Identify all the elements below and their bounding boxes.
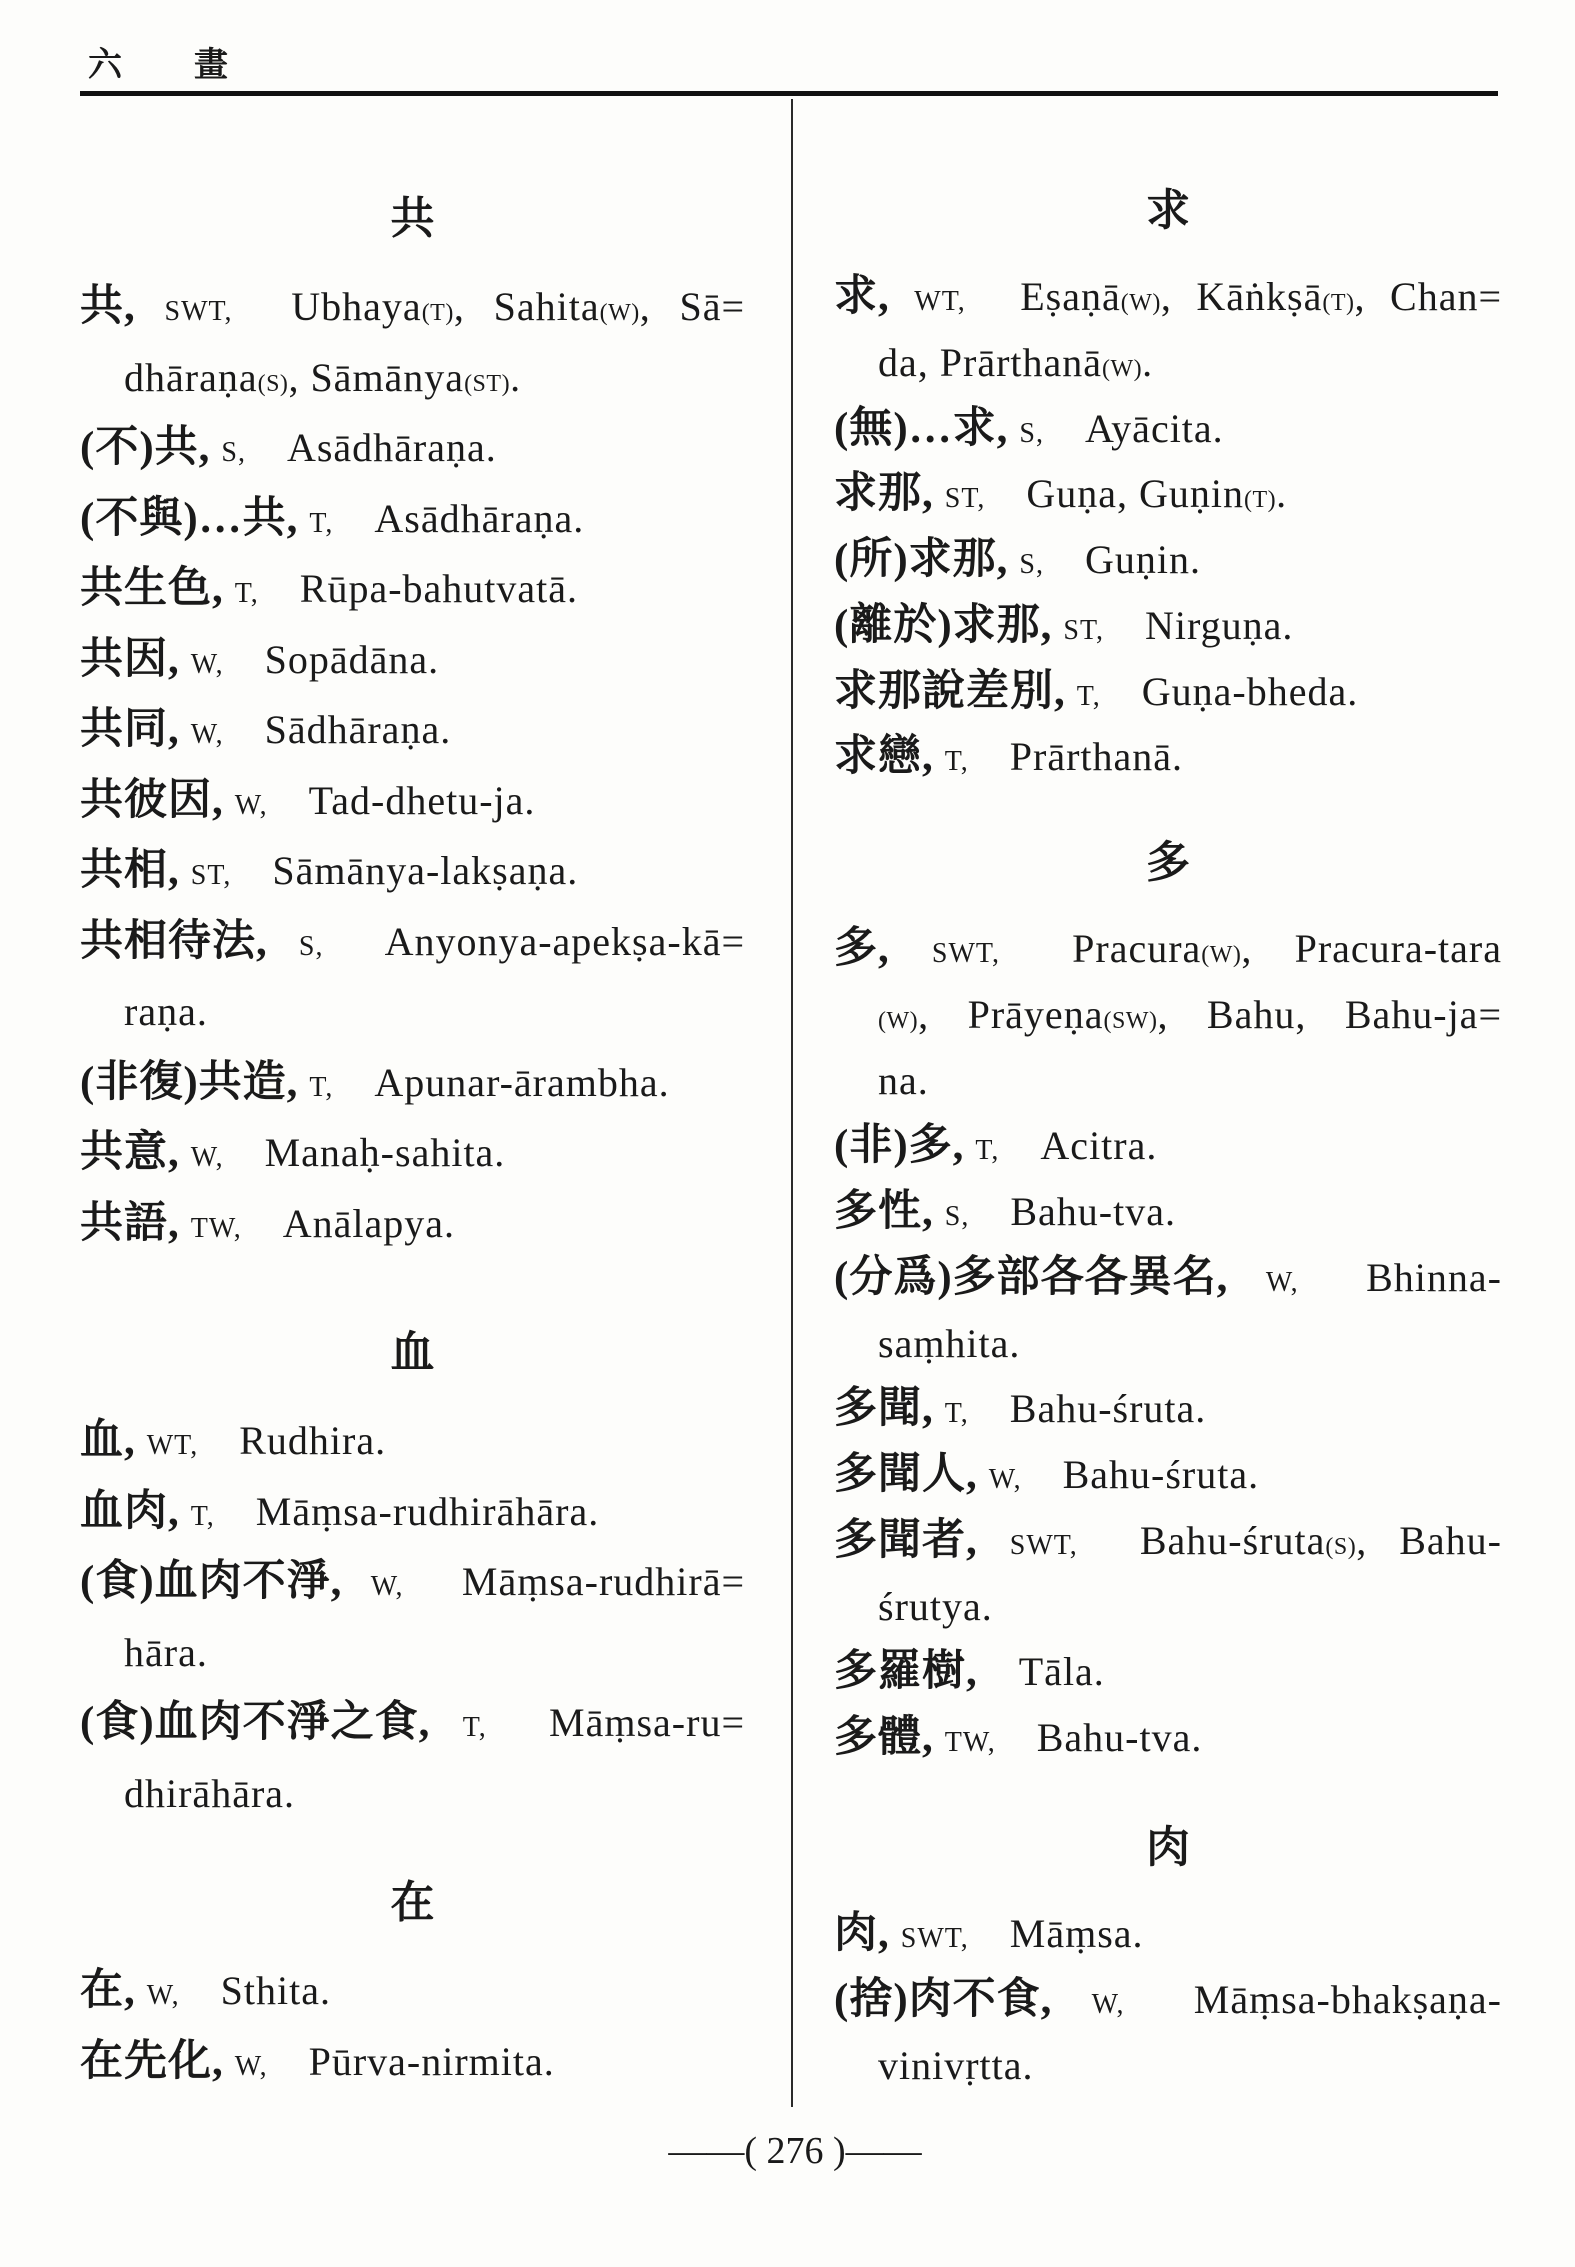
sanskrit-gloss bbox=[309, 2039, 555, 2084]
dictionary-entry bbox=[834, 1508, 1502, 1640]
sanskrit-gloss bbox=[124, 989, 208, 1034]
entry-line bbox=[80, 1189, 745, 1260]
entry-line bbox=[80, 1406, 745, 1477]
entry-headword: 求那, bbox=[834, 470, 934, 518]
sanskrit-gloss bbox=[265, 1130, 506, 1175]
gloss-text: hāra. bbox=[124, 1629, 208, 1675]
sanskrit-gloss bbox=[1010, 1386, 1207, 1431]
entry-list bbox=[80, 272, 745, 1259]
sanskrit-gloss bbox=[1085, 537, 1201, 582]
entry-headword: 共生色, bbox=[80, 565, 224, 612]
sanskrit-gloss bbox=[374, 1060, 669, 1105]
section-heading: 求 bbox=[1146, 186, 1190, 235]
gloss-text: , Sahita bbox=[453, 284, 600, 329]
entry-line bbox=[834, 1639, 1502, 1705]
dictionary-entry bbox=[80, 1688, 745, 1829]
entry-line bbox=[80, 836, 745, 907]
dictionary-entry bbox=[80, 1118, 745, 1189]
sanskrit-gloss bbox=[221, 1968, 331, 2013]
entry-headword: 共彼因, bbox=[80, 776, 224, 824]
entry-headword: 血, bbox=[80, 1417, 136, 1464]
entry-line bbox=[834, 1508, 1502, 1574]
gloss-text: Māṃsa-rudhirā= bbox=[461, 1559, 746, 1604]
dictionary-entry bbox=[834, 1376, 1502, 1442]
source-code: T, bbox=[190, 1500, 215, 1532]
source-note: (S) bbox=[257, 370, 289, 397]
source-note: (W) bbox=[599, 300, 640, 326]
sanskrit-gloss bbox=[1019, 1649, 1105, 1694]
gloss-text: Sāmānya-lakṣaṇa. bbox=[272, 848, 579, 893]
sanskrit-gloss bbox=[265, 637, 440, 682]
entry-headword: 共語, bbox=[80, 1199, 180, 1247]
gloss-text: Guṇa-bheda. bbox=[1141, 668, 1359, 714]
gloss-text: Prārthanā. bbox=[1009, 734, 1184, 780]
gloss-text: da, Prārthanā bbox=[878, 339, 1103, 385]
dictionary-entry bbox=[80, 766, 745, 837]
entry-line bbox=[80, 1759, 745, 1830]
source-code: WT, bbox=[146, 1430, 199, 1461]
entry-line bbox=[80, 484, 745, 555]
gloss-text: Tāla. bbox=[1018, 1649, 1105, 1695]
source-code: SWT, bbox=[164, 296, 233, 327]
sanskrit-gloss bbox=[256, 1489, 599, 1534]
entry-line bbox=[80, 1688, 745, 1759]
dictionary-section bbox=[80, 189, 745, 1259]
sanskrit-gloss bbox=[1010, 734, 1183, 779]
running-head-title: 六 畫 bbox=[88, 47, 247, 84]
entry-line bbox=[80, 413, 745, 484]
entry-headword: (非)多, bbox=[834, 1122, 965, 1170]
dictionary-entry bbox=[80, 554, 745, 625]
entry-line bbox=[834, 1967, 1502, 2033]
entry-line bbox=[834, 396, 1502, 462]
source-code: T, bbox=[975, 1135, 1000, 1167]
dictionary-entry bbox=[80, 1477, 745, 1548]
dictionary-section bbox=[834, 181, 1502, 790]
source-note: (W) bbox=[1102, 355, 1143, 382]
entry-line bbox=[834, 2033, 1502, 2099]
entry-headword: 共同, bbox=[80, 706, 180, 753]
dictionary-entry bbox=[834, 264, 1502, 396]
gloss-text: Acitra. bbox=[1040, 1123, 1158, 1169]
sanskrit-gloss bbox=[1140, 1518, 1502, 1563]
gloss-text: Rudhira. bbox=[239, 1418, 387, 1463]
source-code: SWT, bbox=[900, 1923, 969, 1954]
dictionary-entry bbox=[834, 1705, 1502, 1771]
entry-list bbox=[80, 1956, 745, 2097]
source-code: T, bbox=[309, 507, 334, 539]
sanskrit-gloss bbox=[878, 1584, 993, 1629]
gloss-text: Bhinna- bbox=[1366, 1254, 1502, 1300]
dictionary-entry bbox=[80, 695, 745, 766]
source-code: T, bbox=[944, 1398, 969, 1430]
entry-headword: 在先化, bbox=[80, 2037, 224, 2085]
source-code: T, bbox=[1076, 680, 1101, 712]
dictionary-entry bbox=[834, 1639, 1502, 1705]
section-heading: 在 bbox=[390, 1878, 435, 1927]
source-code: S, bbox=[944, 1201, 970, 1232]
section-heading: 肉 bbox=[1146, 1823, 1190, 1872]
entry-headword: 血肉, bbox=[80, 1487, 180, 1535]
source-code: W, bbox=[1265, 1266, 1299, 1298]
dictionary-entry bbox=[80, 413, 745, 484]
entry-line bbox=[80, 1618, 745, 1689]
source-code: S, bbox=[298, 930, 324, 962]
entry-headword: (分爲)多部各各異名, bbox=[834, 1253, 1229, 1301]
sanskrit-gloss bbox=[1085, 406, 1224, 451]
sanskrit-gloss bbox=[1020, 274, 1502, 319]
gloss-text: saṃhita. bbox=[878, 1320, 1021, 1366]
dictionary-entry bbox=[834, 1442, 1502, 1508]
gloss-text: Bahu-tva. bbox=[1010, 1189, 1176, 1234]
gloss-text: , Sā= bbox=[639, 284, 746, 329]
gloss-text: Ubhaya bbox=[291, 284, 422, 329]
source-note: (W) bbox=[1201, 942, 1242, 968]
sanskrit-gloss bbox=[1010, 1911, 1144, 1956]
entry-line bbox=[80, 2027, 745, 2098]
gloss-text: . bbox=[1142, 339, 1154, 385]
entry-line bbox=[834, 1179, 1502, 1245]
entry-line bbox=[80, 1477, 745, 1548]
gloss-text: Pūrva-nirmita. bbox=[308, 2038, 555, 2084]
entry-headword: (食)血肉不淨, bbox=[80, 1558, 343, 1605]
gloss-text: , Bahu, Bahu-ja= bbox=[1157, 991, 1502, 1037]
gloss-text: Eṣaṇā bbox=[1020, 274, 1121, 319]
entry-headword: 共相待法, bbox=[80, 917, 268, 965]
source-code: W, bbox=[1091, 1988, 1125, 2020]
sanskrit-gloss bbox=[300, 566, 578, 611]
entry-headword: (不)共, bbox=[80, 424, 211, 471]
entry-line bbox=[80, 343, 745, 414]
sanskrit-gloss bbox=[239, 1418, 386, 1463]
sanskrit-gloss bbox=[1072, 926, 1502, 971]
gloss-text: Bahu-tva. bbox=[1036, 1715, 1203, 1760]
gloss-text: śrutya. bbox=[878, 1583, 993, 1629]
sanskrit-gloss bbox=[272, 848, 578, 893]
section-heading: 共 bbox=[390, 194, 435, 243]
entry-headword: (離於)求那, bbox=[834, 601, 1053, 649]
entry-list bbox=[80, 1406, 745, 1829]
sanskrit-gloss bbox=[878, 340, 1153, 385]
dictionary-entry bbox=[834, 396, 1502, 462]
sanskrit-gloss bbox=[291, 284, 745, 329]
entry-line bbox=[834, 1311, 1502, 1377]
gloss-text: Bahu-śruta. bbox=[1062, 1452, 1260, 1497]
sanskrit-gloss bbox=[1063, 1452, 1260, 1497]
source-note: (W) bbox=[878, 1007, 919, 1034]
source-code: W, bbox=[190, 719, 224, 750]
page-number: ——( 276 )—— bbox=[668, 2130, 922, 2172]
dictionary-section bbox=[80, 1873, 745, 2097]
entry-line bbox=[80, 1118, 745, 1189]
gloss-text: . bbox=[510, 354, 522, 400]
source-code: W, bbox=[190, 1142, 224, 1173]
sanskrit-gloss bbox=[283, 1201, 455, 1246]
gloss-text: Sopādāna. bbox=[264, 636, 440, 682]
gloss-text: , Bahu- bbox=[1356, 1517, 1502, 1563]
source-code: SWT, bbox=[1009, 1529, 1078, 1561]
entry-line bbox=[834, 659, 1502, 725]
entry-line bbox=[80, 1956, 745, 2027]
gloss-text: , Sāmānya bbox=[288, 354, 465, 400]
entry-line bbox=[834, 982, 1502, 1048]
gloss-text: , Chan= bbox=[1354, 274, 1503, 319]
gloss-text: Sādhāraṇa. bbox=[264, 707, 452, 752]
entry-headword: (非復)共造, bbox=[80, 1058, 299, 1106]
sanskrit-gloss bbox=[287, 425, 497, 470]
gloss-text: Guṇin. bbox=[1084, 537, 1201, 582]
source-note: (T) bbox=[421, 300, 454, 326]
entry-line bbox=[834, 1901, 1502, 1967]
entry-line bbox=[834, 916, 1502, 982]
dictionary-entry bbox=[80, 1189, 745, 1260]
source-code: W, bbox=[234, 789, 268, 821]
entry-line bbox=[834, 1376, 1502, 1442]
dictionary-entry bbox=[80, 625, 745, 696]
gloss-text: Guṇa, Guṇin bbox=[1026, 471, 1244, 517]
entry-headword: 共相, bbox=[80, 847, 180, 894]
entry-line bbox=[80, 1048, 745, 1119]
dictionary-entry bbox=[80, 1406, 745, 1477]
entry-line bbox=[80, 695, 745, 766]
sanskrit-gloss bbox=[1145, 603, 1293, 648]
gloss-text: Anālapya. bbox=[282, 1200, 455, 1246]
dictionary-entry bbox=[80, 272, 745, 413]
gloss-text: dhāraṇa bbox=[124, 354, 258, 400]
gloss-text: dhirāhāra. bbox=[124, 1770, 296, 1816]
entry-headword: 共, bbox=[80, 283, 136, 330]
source-note: (W) bbox=[1120, 290, 1161, 316]
source-note: (SW) bbox=[1103, 1007, 1158, 1034]
entry-headword: (無)…求, bbox=[834, 404, 1009, 452]
dictionary-section bbox=[80, 1323, 745, 1829]
entry-headword: 肉, bbox=[834, 1910, 890, 1957]
sanskrit-gloss bbox=[1366, 1255, 1502, 1300]
sanskrit-gloss bbox=[1194, 1977, 1502, 2022]
source-note: (T) bbox=[1322, 290, 1355, 316]
gloss-text: Māṃsa. bbox=[1009, 1911, 1144, 1956]
entry-headword: 共意, bbox=[80, 1129, 180, 1176]
sanskrit-gloss bbox=[124, 1771, 295, 1816]
entry-headword: 求, bbox=[834, 273, 890, 320]
gloss-text: , Pracura-tara bbox=[1241, 926, 1502, 971]
entry-headword: 多聞, bbox=[834, 1385, 934, 1433]
dictionary-entry bbox=[834, 1967, 1502, 2099]
sanskrit-gloss bbox=[309, 778, 536, 823]
gloss-text: Asādhāraṇa. bbox=[374, 495, 585, 541]
gloss-text: Manaḥ-sahita. bbox=[264, 1130, 506, 1175]
source-code: W, bbox=[370, 1571, 404, 1602]
dictionary-entry bbox=[834, 1113, 1502, 1179]
entry-headword: 多羅樹, bbox=[834, 1648, 978, 1696]
dictionary-entry bbox=[834, 1245, 1502, 1377]
source-code: W, bbox=[988, 1464, 1022, 1495]
source-code: ST, bbox=[1063, 614, 1104, 646]
left-column bbox=[80, 0, 745, 2267]
sanskrit-gloss bbox=[549, 1700, 745, 1745]
entry-line bbox=[80, 625, 745, 696]
entry-line bbox=[80, 272, 745, 343]
entry-headword: (食)血肉不淨之食, bbox=[80, 1699, 431, 1746]
right-column bbox=[834, 0, 1502, 2267]
entry-headword: 多聞人, bbox=[834, 1451, 978, 1498]
gloss-text: na. bbox=[878, 1057, 929, 1103]
entry-headword: (不與)…共, bbox=[80, 494, 299, 542]
source-code: ST, bbox=[190, 860, 232, 891]
source-code: W, bbox=[190, 648, 224, 680]
entry-list bbox=[834, 1901, 1502, 2098]
source-code: TW, bbox=[190, 1212, 242, 1244]
gloss-text: Bahu-śruta. bbox=[1009, 1386, 1207, 1432]
entry-headword: (所)求那, bbox=[834, 536, 1009, 583]
source-code: W, bbox=[146, 1980, 180, 2011]
gloss-text: , Kāṅkṣā bbox=[1160, 274, 1323, 319]
sanskrit-gloss bbox=[124, 355, 521, 400]
sanskrit-gloss bbox=[124, 1630, 208, 1675]
gloss-text: Māṃsa-ru= bbox=[549, 1700, 745, 1745]
sanskrit-gloss bbox=[385, 919, 745, 964]
sanskrit-gloss bbox=[462, 1559, 745, 1604]
gloss-text: Māṃsa-bhakṣaṇa- bbox=[1193, 1976, 1503, 2022]
dictionary-entry bbox=[834, 916, 1502, 1113]
column-divider bbox=[791, 99, 793, 2107]
entry-headword: 在, bbox=[80, 1967, 136, 2014]
entry-line bbox=[834, 1245, 1502, 1311]
section-heading: 多 bbox=[1146, 838, 1190, 887]
entry-line bbox=[834, 1442, 1502, 1508]
source-code: S, bbox=[221, 437, 246, 468]
sanskrit-gloss bbox=[878, 992, 1502, 1037]
entry-line bbox=[834, 1705, 1502, 1771]
entry-headword: 多性, bbox=[834, 1188, 934, 1235]
gloss-text: Sthita. bbox=[220, 1968, 331, 2013]
source-code: W, bbox=[234, 2050, 268, 2082]
dictionary-entry bbox=[80, 836, 745, 907]
gloss-text: . bbox=[1276, 471, 1288, 517]
entry-headword: 多體, bbox=[834, 1714, 934, 1761]
entry-headword: 求那說差別, bbox=[834, 667, 1066, 715]
gloss-text: vinivṛtta. bbox=[878, 2042, 1034, 2088]
source-code: T, bbox=[462, 1712, 487, 1743]
entry-line bbox=[834, 724, 1502, 790]
dictionary-entry bbox=[80, 1547, 745, 1688]
source-code: T, bbox=[944, 746, 969, 778]
dictionary-section bbox=[834, 833, 1502, 1771]
entry-headword: 共因, bbox=[80, 635, 180, 683]
gloss-text: Ayācita. bbox=[1084, 405, 1224, 451]
entry-headword: 多, bbox=[834, 925, 890, 972]
source-code: TW, bbox=[944, 1727, 996, 1758]
sanskrit-gloss bbox=[878, 1321, 1020, 1366]
source-code: S, bbox=[1019, 549, 1044, 580]
sanskrit-gloss bbox=[878, 2043, 1034, 2088]
gloss-text: Anyonya-apekṣa-kā= bbox=[384, 918, 745, 964]
gloss-text: Tad-dhetu-ja. bbox=[308, 777, 536, 823]
entry-line bbox=[80, 766, 745, 837]
source-note: (S) bbox=[1325, 1533, 1357, 1560]
entry-list bbox=[834, 264, 1502, 790]
sanskrit-gloss bbox=[374, 496, 584, 541]
sanskrit-gloss bbox=[1037, 1715, 1203, 1760]
gloss-text: Asādhāraṇa. bbox=[286, 425, 497, 470]
gloss-text: Nirguṇa. bbox=[1145, 602, 1294, 648]
entry-line bbox=[834, 264, 1502, 330]
entry-line bbox=[80, 554, 745, 625]
dictionary-section bbox=[834, 1818, 1502, 2098]
source-note: (ST) bbox=[464, 370, 511, 397]
sanskrit-gloss bbox=[1142, 669, 1358, 714]
source-code: T, bbox=[309, 1071, 334, 1103]
entry-headword: 多聞者, bbox=[834, 1516, 978, 1564]
entry-line bbox=[80, 1547, 745, 1618]
entry-line bbox=[834, 593, 1502, 659]
sanskrit-gloss bbox=[1040, 1123, 1157, 1168]
gloss-text: Apunar-ārambha. bbox=[374, 1059, 670, 1105]
sanskrit-gloss bbox=[878, 1058, 929, 1103]
dictionary-entry bbox=[80, 2027, 745, 2098]
gloss-text: Māṃsa-rudhirāhāra. bbox=[255, 1488, 600, 1534]
source-code: S, bbox=[1019, 417, 1044, 449]
dictionary-entry bbox=[834, 724, 1502, 790]
entry-headword: (捨)肉不食, bbox=[834, 1975, 1053, 2023]
gloss-text: Rūpa-bahutvatā. bbox=[299, 566, 579, 611]
source-code: SWT, bbox=[931, 938, 1000, 969]
entry-line bbox=[834, 1048, 1502, 1114]
dictionary-entry bbox=[834, 1901, 1502, 1967]
entry-line bbox=[834, 461, 1502, 527]
entry-line bbox=[80, 907, 745, 978]
gloss-text: , Prāyeṇa bbox=[918, 991, 1104, 1037]
entry-list bbox=[834, 916, 1502, 1771]
dictionary-entry bbox=[834, 593, 1502, 659]
source-code: WT, bbox=[914, 286, 966, 317]
dictionary-entry bbox=[834, 527, 1502, 593]
dictionary-entry bbox=[80, 907, 745, 1048]
entry-line bbox=[80, 977, 745, 1048]
gloss-text: Pracura bbox=[1072, 926, 1202, 971]
sanskrit-gloss bbox=[1010, 1189, 1176, 1234]
entry-line bbox=[834, 1113, 1502, 1179]
gloss-text: Bahu-śruta bbox=[1139, 1517, 1326, 1563]
section-heading: 血 bbox=[390, 1328, 435, 1377]
dictionary-entry bbox=[834, 659, 1502, 725]
dictionary-entry bbox=[80, 1956, 745, 2027]
dictionary-entry bbox=[80, 1048, 745, 1119]
source-note: (T) bbox=[1244, 487, 1277, 514]
gloss-text: raṇa. bbox=[124, 989, 208, 1034]
dictionary-entry bbox=[834, 1179, 1502, 1245]
entry-line bbox=[834, 330, 1502, 396]
entry-line bbox=[834, 1574, 1502, 1640]
sanskrit-gloss bbox=[1026, 471, 1287, 516]
sanskrit-gloss bbox=[265, 707, 452, 752]
source-code: ST, bbox=[944, 483, 986, 515]
entry-line bbox=[834, 527, 1502, 593]
entry-headword: 求戀, bbox=[834, 733, 934, 781]
dictionary-entry bbox=[834, 461, 1502, 527]
dictionary-entry bbox=[80, 484, 745, 555]
source-code: T, bbox=[234, 578, 259, 609]
